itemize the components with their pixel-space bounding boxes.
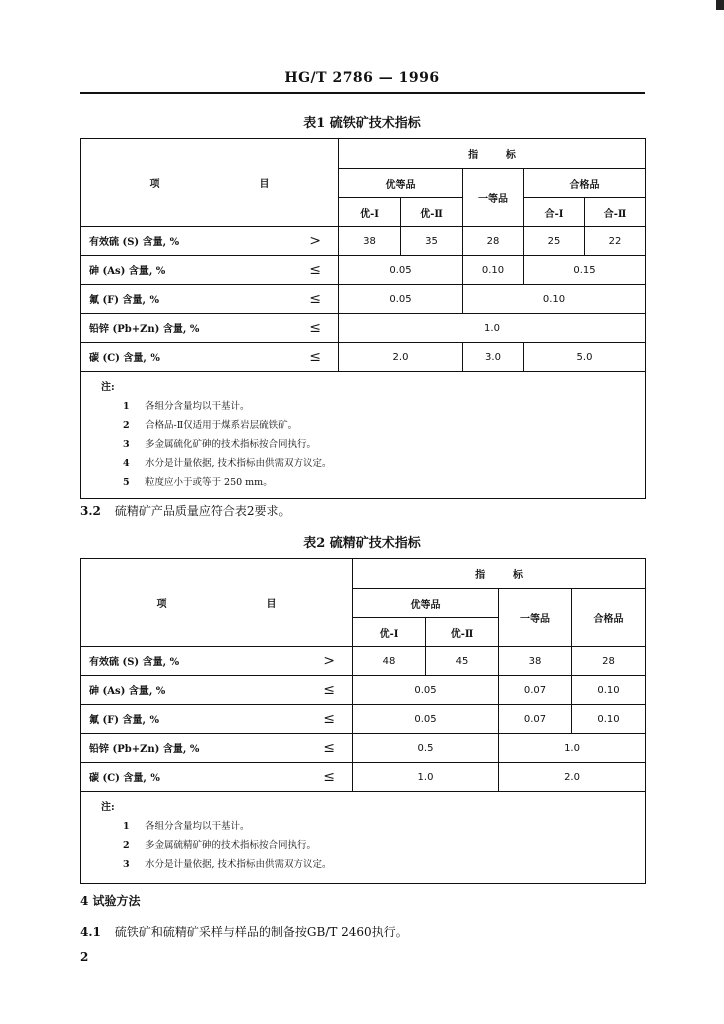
notes-title: 注: — [101, 802, 115, 813]
table1-sub-he1: 合-Ⅰ — [524, 198, 585, 227]
table1-sub-you2: 优-Ⅱ — [401, 198, 463, 227]
table2-sub-you1: 优-Ⅰ — [353, 618, 426, 647]
row-label: 有效硫 (S) 含量, % > — [81, 647, 353, 676]
cell: 5.0 — [524, 343, 646, 372]
table1-caption: 表1 硫铁矿技术指标 — [303, 116, 421, 131]
table1-grade-he: 合格品 — [524, 169, 646, 198]
table-row — [81, 227, 646, 256]
table-row — [81, 734, 646, 763]
table2-notes — [81, 792, 646, 884]
cell: 2.0 — [499, 763, 646, 792]
cell: 0.10 — [463, 285, 646, 314]
cell: 0.05 — [353, 705, 499, 734]
table-row — [81, 705, 646, 734]
cell: 38 — [339, 227, 401, 256]
table-row — [81, 763, 646, 792]
header-rule — [80, 92, 645, 94]
cell: 22 — [585, 227, 646, 256]
row-label: 碳 (C) 含量, % ≤ — [81, 763, 353, 792]
cell: 0.10 — [463, 256, 524, 285]
cell: 0.5 — [353, 734, 499, 763]
table1-notes-row — [81, 372, 646, 499]
row-label: 铅锌 (Pb+Zn) 含量, % ≤ — [81, 734, 353, 763]
table1 — [80, 138, 646, 499]
table1-index-header: 指 标 — [339, 139, 646, 169]
note-item: 5 粒度应小于或等于 250 mm。 — [123, 477, 273, 488]
cell: 28 — [463, 227, 524, 256]
cell: 25 — [524, 227, 585, 256]
row-label: 氟 (F) 含量, % ≤ — [81, 285, 339, 314]
cell: 1.0 — [499, 734, 646, 763]
cell: 2.0 — [339, 343, 463, 372]
cell: 0.07 — [499, 705, 572, 734]
table2-header-row — [81, 559, 646, 589]
table1-header-row — [81, 139, 646, 169]
page-number: 2 — [80, 950, 89, 964]
table-row — [81, 256, 646, 285]
note-item: 2 多金属硫精矿砷的技术指标按合同执行。 — [123, 840, 317, 851]
notes-title: 注: — [101, 382, 115, 393]
table2-index-header: 指 标 — [353, 559, 646, 589]
row-label: 碳 (C) 含量, % ≤ — [81, 343, 339, 372]
table2-item-header: 项 目 — [81, 559, 353, 647]
cell: 0.05 — [353, 676, 499, 705]
cell: 0.05 — [339, 285, 463, 314]
table-row — [81, 647, 646, 676]
note-item: 1 各组分含量均以干基计。 — [123, 821, 250, 832]
cell: 48 — [353, 647, 426, 676]
table1-item-header: 项 目 — [81, 139, 339, 227]
table2-notes-row — [81, 792, 646, 884]
corner-mark — [716, 0, 724, 10]
table2-grade-yi: 一等品 — [499, 589, 572, 647]
row-label: 氟 (F) 含量, % ≤ — [81, 705, 353, 734]
table-row — [81, 314, 646, 343]
cell: 0.15 — [524, 256, 646, 285]
cell: 28 — [572, 647, 646, 676]
cell: 0.10 — [572, 676, 646, 705]
table1-grade-you: 优等品 — [339, 169, 463, 198]
table1-sub-you1: 优-Ⅰ — [339, 198, 401, 227]
table1-notes — [81, 372, 646, 499]
table2-sub-you2: 优-Ⅱ — [426, 618, 499, 647]
table2 — [80, 558, 646, 884]
table2-grade-you: 优等品 — [353, 589, 499, 618]
note-item: 3 水分是计量依据, 技术指标由供需双方议定。 — [123, 859, 332, 870]
row-label: 砷 (As) 含量, % ≤ — [81, 676, 353, 705]
cell: 38 — [499, 647, 572, 676]
note-item: 3 多金属硫化矿砷的技术指标按合同执行。 — [123, 439, 317, 450]
cell: 1.0 — [339, 314, 646, 343]
para-3-2: 3.2 硫精矿产品质量应符合表2要求。 — [80, 504, 291, 518]
cell: 3.0 — [463, 343, 524, 372]
row-label: 铅锌 (Pb+Zn) 含量, % ≤ — [81, 314, 339, 343]
cell: 45 — [426, 647, 499, 676]
row-label: 有效硫 (S) 含量, % > — [81, 227, 339, 256]
row-label: 砷 (As) 含量, % ≤ — [81, 256, 339, 285]
cell: 0.05 — [339, 256, 463, 285]
note-item: 2 合格品-Ⅱ仅适用于煤系岩层硫铁矿。 — [123, 420, 298, 431]
table-row — [81, 343, 646, 372]
cell: 0.07 — [499, 676, 572, 705]
note-item: 1 各组分含量均以干基计。 — [123, 401, 250, 412]
table-row — [81, 285, 646, 314]
cell: 1.0 — [353, 763, 499, 792]
standard-header: HG/T 2786 — 1996 — [284, 70, 440, 86]
table2-caption: 表2 硫精矿技术指标 — [303, 536, 421, 551]
cell: 0.10 — [572, 705, 646, 734]
section-4-title: 4 试验方法 — [80, 894, 141, 908]
table2-grade-he: 合格品 — [572, 589, 646, 647]
table-row — [81, 676, 646, 705]
note-item: 4 水分是计量依据, 技术指标由供需双方议定。 — [123, 458, 332, 469]
cell: 35 — [401, 227, 463, 256]
table1-sub-he2: 合-Ⅱ — [585, 198, 646, 227]
table1-grade-yi: 一等品 — [463, 169, 524, 227]
para-4-1: 4.1 硫铁矿和硫精矿采样与样品的制备按GB/T 2460执行。 — [80, 925, 408, 939]
